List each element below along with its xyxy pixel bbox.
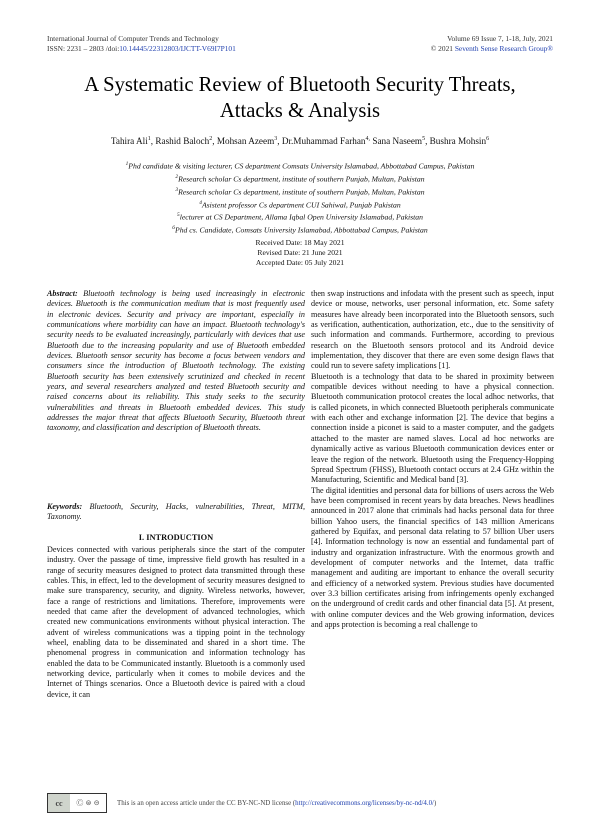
author-name: Mohsan Azeem [216, 136, 275, 147]
title-line-2: Attacks & Analysis [219, 100, 381, 122]
author-name: Bushra Mohsin [429, 136, 487, 147]
cc-by-nc-nd-icons: Ⓒ ⊜ ⊝ [76, 799, 100, 807]
author-affiliation-mark: 6 [486, 136, 490, 142]
body-paragraph-3: The digital identities and personal data for billions of users across the Web have been compromised in recent years by data breaches. News headlines announced in 2017 alone that criminals had hacks personal data for three billion Yahoo users, the financial specifics of 143 million Americans gathered by Equifax, and personal data relating to 57 billion Uber users [4]. Information technology is now an essential and fundamental part of industry and organization infrastructure. With the enormous growth and development of computer networks and the Internet, data traffic management and auditing are important to enhance the overall security and efficiency of a networked system. Previous studies have documented over 3.3 billion certificates arising from infringements openly exchanged on the underground of credit cards and other financial data [5]. At present, with online computer devices and the Web growing information, devices and apps protection is becoming a real challenge to [311, 485, 554, 629]
affiliation [0, 159, 600, 172]
license-footer [47, 793, 557, 813]
author-name: Rashid Baloch [155, 136, 210, 147]
author-separator: , [212, 136, 217, 147]
author-separator: , [150, 136, 156, 147]
section-heading-introduction: I. INTRODUCTION [138, 533, 214, 542]
affiliation-text: Phd candidate & visiting lecturer, CS department Comsats University Islamabad, Abbottabad Campus, Pakistan [128, 161, 475, 171]
author-name: Sana Naseem [372, 136, 423, 147]
journal-name: International Journal of Computer Trends and Technology [47, 34, 219, 43]
license-link[interactable]: http://creativecommons.org/licenses/by-nc-nd/4.0/ [295, 799, 434, 807]
keywords [47, 502, 305, 523]
running-header-right [431, 34, 553, 53]
keywords-label: Keywords: [47, 502, 83, 511]
affiliation [0, 172, 600, 185]
license-text: This is an open access article under the CC BY-NC-ND license (http://creativecommons.org/licenses/by-nc-nd/4.0/) [117, 799, 437, 807]
revised-date: Revised Date: 21 June 2021 [257, 247, 343, 257]
copyright: © 2021 Seventh Sense Research Group® [430, 43, 553, 53]
affiliation-list [0, 159, 600, 236]
author-separator: , [277, 136, 282, 147]
accepted-date: Accepted Date: 05 July 2021 [255, 257, 345, 267]
author-name: Dr.Muhammad Farhan [281, 136, 366, 147]
affiliation [0, 198, 600, 211]
affiliation-mark: 6 [172, 225, 175, 232]
abstract [47, 289, 305, 434]
author-separator: , [425, 136, 430, 147]
right-column [311, 289, 554, 630]
publisher-link[interactable]: Seventh Sense Research Group® [454, 43, 553, 53]
running-header-left [47, 34, 236, 53]
affiliation-text: Asistent professor Cs department CUI Sahiwal, Punjab Pakistan [201, 200, 401, 210]
volume-info: Volume 69 Issue 7, 1-18, July, 2021 [447, 34, 553, 43]
cc-logo-icon: cc [48, 794, 70, 812]
intro-paragraph: Devices connected with various peripherals since the start of the computer industry. Over the passage of time, impressive field growth has resulted in a range of security measures designed to protect data transmitted through these cables. This, in effect, led to the development of security measures designed to make sure transparency, security, and dignity. Wireless networks, however, face a range of restrictions and limitations. Therefore, improvements were needed that came after the development of advanced technologies, which created new communications environments without physical interaction. The advent of wireless communications was a tipping point in the technology wheel, enabling data to be disseminated and shared in a short time. The phenomenal progress in communication and information technology has enabled the data to be Communicated instantly. Bluetooth is a commonly used networking device, particularly when it comes to mobile devices and the Internet of Things scenarios. Once a Bluetooth device is paired with a cloud device, it can [47, 545, 305, 699]
title-line-1: A Systematic Review of Bluetooth Security Threats, [84, 74, 516, 96]
author-list [0, 133, 600, 147]
affiliation-text: Research scholar Cs department, institute of southern Punjab, Multan, Pakistan [178, 174, 425, 184]
submission-dates [0, 238, 600, 267]
affiliation-mark: 2 [175, 173, 179, 180]
body-paragraph-1: then swap instructions and infodata with the present such as speech, input device or mouse, networks, user personal information, etc. Some safety measures have already been incorporated into the Bluetooth sensors, such as verification, authentication, authorization, etc., due to the sensitivity of such information and commands. Furthermore, according to previous research on the Bluetooth sensors protocol and its Android device implementation, they discover that there are even some design flaws that could run to severe safety implications [1]. [311, 289, 554, 371]
affiliation [0, 223, 600, 236]
author-affiliation-mark: 2 [209, 136, 213, 142]
author-affiliation-mark: 3 [274, 136, 278, 142]
abstract-text: Bluetooth technology is being used increasingly in electronic devices. Bluetooth is the communication medium that is most frequently used in electronic devices. Security and privacy are important, especially in communications where morbidity can have an impact. Bluetooth technology's security needs to be evaluated increasingly, particularly with devices that use Bluetooth due to the increasing popularity and use of Bluetooth embedded devices. Bluetooth sensor security has become a focus between vendors and consumers since the introduction of Bluetooth technology. The existing Bluetooth security has been extensively scrutinized and checked in recent years, and several researchers analyzed and tested Bluetooth security and raised concerns about its reliability. This study seeks to the security vulnerabilities and threats in Bluetooth embedded devices. This study addresses the major threat that affects Bluetooth Security, Bluetooth threat taxonomy, and classification and description of Bluetooth threats. [47, 289, 306, 433]
affiliation-text: Phd cs. Candidate, Comsats University Islamabad, Abbottabad Campus, Pakistan [175, 225, 428, 235]
affiliation-mark: 1 [125, 161, 129, 167]
affiliation [0, 210, 600, 223]
author-affiliation-mark: 5 [422, 136, 426, 142]
affiliation-text: Research scholar Cs department, institute of southern Punjab, Multan, Pakistan [178, 187, 425, 197]
author-affiliation-mark: 4, [365, 136, 371, 142]
affiliation-text: lecturer at CS Department, Allama Iqbal Open University Islamabad, Pakistan [179, 213, 423, 222]
affiliation-mark: 5 [177, 212, 180, 219]
paper-title [0, 72, 600, 124]
author-name: Tahira Ali [110, 136, 148, 147]
cc-license-badge [47, 793, 107, 813]
author-affiliation-mark: 1 [147, 136, 151, 142]
issn-doi: ISSN: 2231 – 2803 /doi:10.14445/22312803/IJCTT-V69I7P101 [47, 43, 236, 53]
affiliation-mark: 4 [199, 199, 202, 206]
introduction-text [47, 545, 305, 700]
received-date: Received Date: 18 May 2021 [255, 238, 345, 247]
affiliation [0, 185, 600, 198]
doi-link[interactable]: 10.14445/22312803/IJCTT-V69I7P101 [119, 43, 236, 53]
abstract-label: Abstract: [47, 289, 78, 298]
affiliation-mark: 3 [175, 186, 179, 193]
body-paragraph-2: Bluetooth is a technology that data to be shared in proximity between compatible devices without needing to have a physical connection. Bluetooth communication protocol creates the local adhoc networks, that is called piconets, in which connected Bluetooth peripherals communicate with each other and exchange information [2]. The device that begins a connection inside a piconet is said to a master computer, and the gadgets attached to the master are named slaves. Local ad hoc networks are dynamically active as various Bluetooth communication devices enter or leave the region of the network. Bluetooth using the Frequency-Hopping Spread Spectrum (FHSS), Bluetooth contact occurs at 2.4 GHz within the Manufacturing, Scientific and Medical band [3]. [311, 371, 554, 485]
keywords-text: Bluetooth, Security, Hacks, vulnerabilities, Threat, MITM, Taxonomy. [47, 502, 305, 522]
